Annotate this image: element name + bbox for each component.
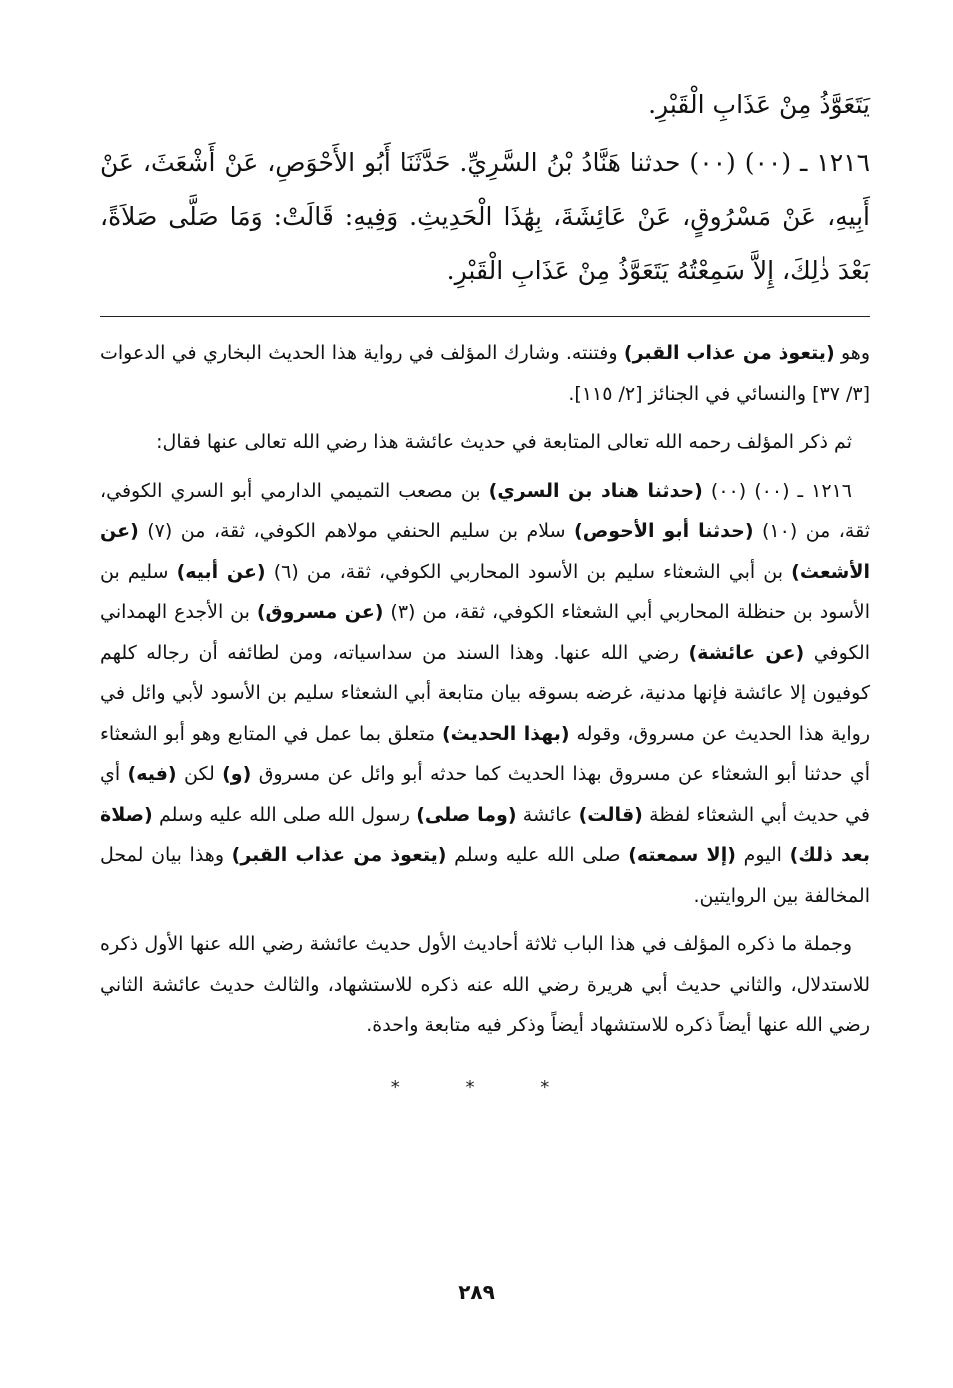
page-number: ٢٨٩ xyxy=(458,1280,495,1304)
text-run: سليم بن الأسود بن حنظلة المحاربي أبي الشعثاء الكوفي، ثقة، من (٣) xyxy=(100,560,870,623)
hadith-text-block xyxy=(100,78,870,298)
quoted-matn: (وما صلى) xyxy=(416,803,517,826)
quoted-matn: (عن أبيه) xyxy=(176,560,266,583)
text-run: بن أبي الشعثاء سليم بن الأسود المحاربي الكوفي، ثقة، من (٦) xyxy=(265,560,792,583)
quoted-matn: (و) xyxy=(222,763,252,785)
text-run: بن الأجدع الهمداني الكوفي xyxy=(100,601,870,664)
quoted-matn: (قالت) xyxy=(578,803,643,826)
section-separator: * * * xyxy=(390,1076,580,1098)
quoted-matn: (يتعوذ من عذاب القبر) xyxy=(623,342,835,364)
commentary-paragraph-3 xyxy=(100,471,870,917)
text-run: عائشة xyxy=(516,803,579,826)
quoted-matn: (عن عائشة) xyxy=(688,641,805,664)
text-run: سلام بن سليم الحنفي مولاهم الكوفي، ثقة، من (٧) xyxy=(138,520,575,542)
commentary-paragraph-4: وجملة ما ذكره المؤلف في هذا الباب ثلاثة أحاديث الأول حديث عائشة رضي الله عنها الأول ذكره للاستدلال، والثاني حديث أبي هريرة رضي الله عنه ذكره للاستشهاد، والثالث حديث عائشة الثاني رضي الله عنها أيضاً ذكره للاستشهاد أيضاً وذكر فيه متابعة واحدة. xyxy=(100,933,870,1036)
quoted-matn: (فيه) xyxy=(127,763,177,785)
quoted-matn: (عن مسروق) xyxy=(256,601,384,623)
quoted-matn: (حدثنا أبو الأحوص) xyxy=(574,520,754,542)
hadith-1216-text: ١٢١٦ ـ (٠٠) (٠٠) حدثنا هَنَّادُ بْنُ السَّرِيِّ. حَدَّثَنَا أَبُو الأَحْوَصِ، عَنْ أَشْعَثَ، عَنْ أَبِيهِ، عَنْ مَسْرُوقٍ، عَنْ عَائِشَةَ، بِهَٰذَا الْحَدِيثِ. وَفِيهِ: قَالَتْ: وَمَا صَلَّى صَلاَةً، بَعْدَ ذٰلِكَ، إِلاَّ سَمِعْتُهُ يَتَعَوَّذُ مِنْ عَذَابِ الْقَبْرِ. xyxy=(100,148,870,285)
quoted-matn: (عن الأشعث) xyxy=(100,520,871,583)
text-run: أي في حديث أبي الشعثاء لفظة xyxy=(100,763,870,826)
text-run: لكن xyxy=(176,763,223,785)
footnote-divider xyxy=(100,316,870,317)
text-run: رسول الله صلى الله عليه وسلم xyxy=(152,803,417,826)
text-run: بن مصعب التميمي الدارمي أبو السري الكوفي، ثقة، من (١٠) xyxy=(100,479,871,542)
quoted-matn: (صلاة بعد ذلك) xyxy=(100,803,871,866)
page-content xyxy=(100,78,870,1108)
commentary-block xyxy=(100,333,870,1108)
text-run: وهو xyxy=(834,342,870,364)
quoted-matn: (حدثنا هناد بن السري) xyxy=(488,479,703,502)
text-run: وفتنته. وشارك المؤلف في رواية هذا الحديث البخاري في الدعوات [٣/ ٣٧] والنسائي في الجنائز [٢/ ١١٥]. xyxy=(100,342,870,405)
text-run: ١٢١٦ ـ (٠٠) (٠٠) xyxy=(702,479,852,502)
quoted-matn: (إلا سمعته) xyxy=(628,844,736,866)
commentary-paragraph-2: ثم ذكر المؤلف رحمه الله تعالى المتابعة في حديث عائشة هذا رضي الله تعالى عنها فقال: xyxy=(156,431,852,453)
text-run: رضي الله عنها. وهذا السند من سداسياته، ومن لطائفه أن رجاله كلهم كوفيون إلا عائشة فإنها مدنية، غرضه بسوقه بيان متابعة أبي الشعثاء سليم بن الأسود لأبي وائل في رواية هذا الحديث عن مسروق، وقوله xyxy=(100,641,871,745)
commentary-paragraph-1 xyxy=(100,333,870,414)
text-run: صلى الله عليه وسلم xyxy=(446,844,629,866)
text-run: متعلق بما عمل في المتابع وهو أبو الشعثاء أي حدثنا أبو الشعثاء عن مسروق بهذا الحديث كما حدثه أبو وائل عن مسروق xyxy=(100,722,870,785)
text-run: اليوم xyxy=(735,844,790,866)
text-run: وهذا بيان لمحل المخالفة بين الروايتين. xyxy=(100,844,870,907)
hadith-tail-line: يَتَعَوَّذُ مِنْ عَذَابِ الْقَبْرِ. xyxy=(648,90,870,119)
quoted-matn: (بهذا الحديث) xyxy=(442,722,570,745)
quoted-matn: (يتعوذ من عذاب القبر) xyxy=(231,844,447,866)
